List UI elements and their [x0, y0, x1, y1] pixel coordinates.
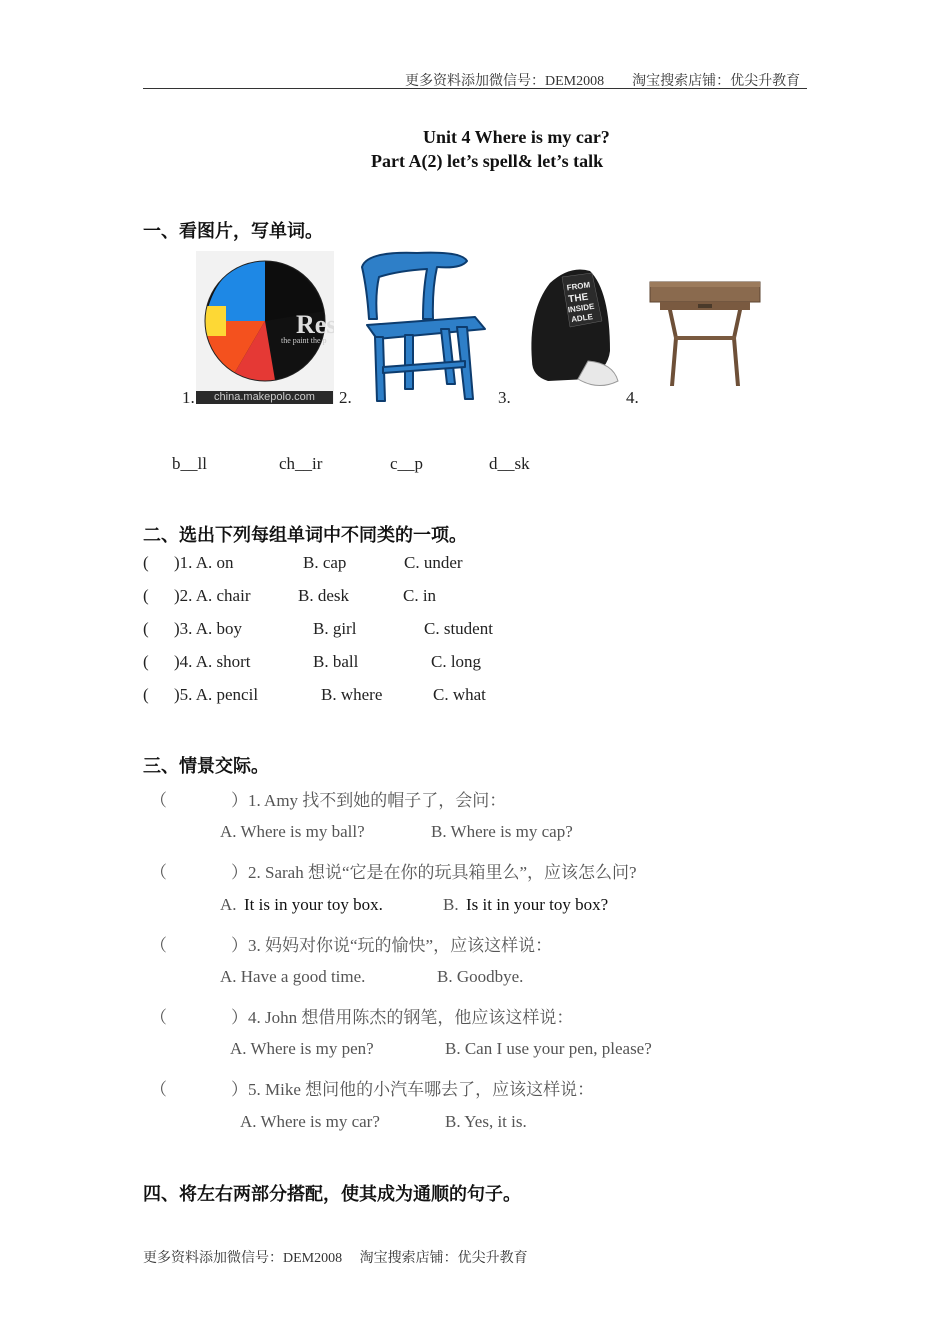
option-b-letter: B. — [443, 895, 459, 914]
blank-word-4[interactable]: d__sk — [489, 454, 530, 473]
question-text: ）5. Mike 想问他的小汽车哪去了，应该这样说： — [231, 1080, 595, 1099]
option-a: )2. A. chair — [174, 586, 251, 605]
beach-ball-icon — [196, 251, 334, 404]
section2-heading: 二、选出下列每组单词中不同类的一项。 — [143, 525, 467, 545]
svg-text:FROM: FROM — [566, 280, 591, 293]
unit-subtitle: Part A(2) let’s spell& let’s talk — [371, 151, 604, 171]
option-a: )5. A. pencil — [174, 685, 259, 704]
blue-chair-icon — [357, 249, 489, 405]
answer-paren[interactable]: ( — [143, 553, 149, 572]
svg-text:ADLE: ADLE — [570, 312, 594, 325]
answer-paren[interactable]: （ — [150, 791, 167, 810]
answer-paren[interactable]: （ — [150, 863, 167, 882]
option-a: )3. A. boy — [174, 619, 242, 638]
option-b: B. desk — [298, 586, 349, 605]
question-text: ）4. John 想借用陈杰的钢笔，他应该这样说： — [231, 1008, 574, 1027]
svg-text:THE: THE — [567, 291, 590, 306]
option-a: A. Have a good time. — [220, 967, 366, 986]
option-c: C. what — [433, 685, 486, 704]
section3-heading: 三、情景交际。 — [143, 756, 269, 776]
option-a: )1. A. on — [174, 553, 234, 572]
svg-text:INSIDE: INSIDE — [567, 301, 595, 315]
option-c: C. under — [404, 553, 463, 572]
option-c: C. in — [403, 586, 437, 605]
picture-number-1: 1. — [182, 388, 195, 407]
option-a: A. Where is my pen? — [230, 1039, 374, 1058]
section4-heading: 四、将左右两部分搭配，使其成为通顺的句子。 — [143, 1184, 521, 1204]
unit-title: Unit 4 Where is my car? — [423, 127, 610, 147]
page-footer: 更多资料添加微信号：DEM2008 淘宝搜索店铺：优尖升教育 — [143, 1251, 528, 1266]
picture-number-4: 4. — [626, 388, 639, 407]
option-b: B. ball — [313, 652, 359, 671]
option-b: B. Where is my cap? — [431, 822, 573, 841]
option-c: C. student — [424, 619, 493, 638]
svg-text:Res: Res — [296, 310, 334, 339]
picture-number-2: 2. — [339, 388, 352, 407]
svg-text:the paint the p: the paint the p — [281, 336, 327, 345]
option-a: )4. A. short — [174, 652, 251, 671]
answer-paren[interactable]: （ — [150, 1008, 167, 1027]
image-source-caption: china.makepolo.com — [196, 391, 333, 404]
question-text: ）3. 妈妈对你说“玩的愉快”，应该这样说： — [231, 936, 553, 955]
option-b: B. where — [321, 685, 383, 704]
blank-word-2[interactable]: ch__ir — [279, 454, 323, 473]
section1-heading: 一、看图片，写单词。 — [143, 221, 323, 241]
option-c: C. long — [431, 652, 482, 671]
picture-number-3: 3. — [498, 388, 511, 407]
option-a-letter: A. — [220, 895, 237, 914]
page-header: 更多资料添加微信号：DEM2008 淘宝搜索店铺：优尖升教育 — [405, 74, 801, 89]
option-b: Is it in your toy box? — [466, 895, 609, 914]
answer-paren[interactable]: （ — [150, 936, 167, 955]
question-text: ）1. Amy 找不到她的帽子了，会问： — [231, 791, 507, 810]
option-b: B. girl — [313, 619, 357, 638]
option-a: A. Where is my car? — [240, 1112, 380, 1131]
blank-word-3[interactable]: c__p — [390, 454, 424, 473]
blank-word-1[interactable]: b__ll — [172, 454, 207, 473]
header-rule — [143, 88, 807, 89]
option-b: B. cap — [303, 553, 347, 572]
cap-icon — [518, 251, 622, 399]
option-b: B. Yes, it is. — [445, 1112, 527, 1131]
answer-paren[interactable]: ( — [143, 586, 149, 605]
option-b: B. Can I use your pen, please? — [445, 1039, 652, 1058]
answer-paren[interactable]: ( — [143, 619, 149, 638]
answer-paren[interactable]: ( — [143, 652, 149, 671]
option-a: A. Where is my ball? — [220, 822, 365, 841]
question-text: ）2. Sarah 想说“它是在你的玩具箱里么”，应该怎么问? — [231, 863, 637, 882]
desk-icon — [648, 278, 762, 388]
answer-paren[interactable]: ( — [143, 685, 149, 704]
option-b: B. Goodbye. — [437, 967, 524, 986]
answer-paren[interactable]: （ — [150, 1080, 167, 1099]
option-a: It is in your toy box. — [244, 895, 383, 914]
